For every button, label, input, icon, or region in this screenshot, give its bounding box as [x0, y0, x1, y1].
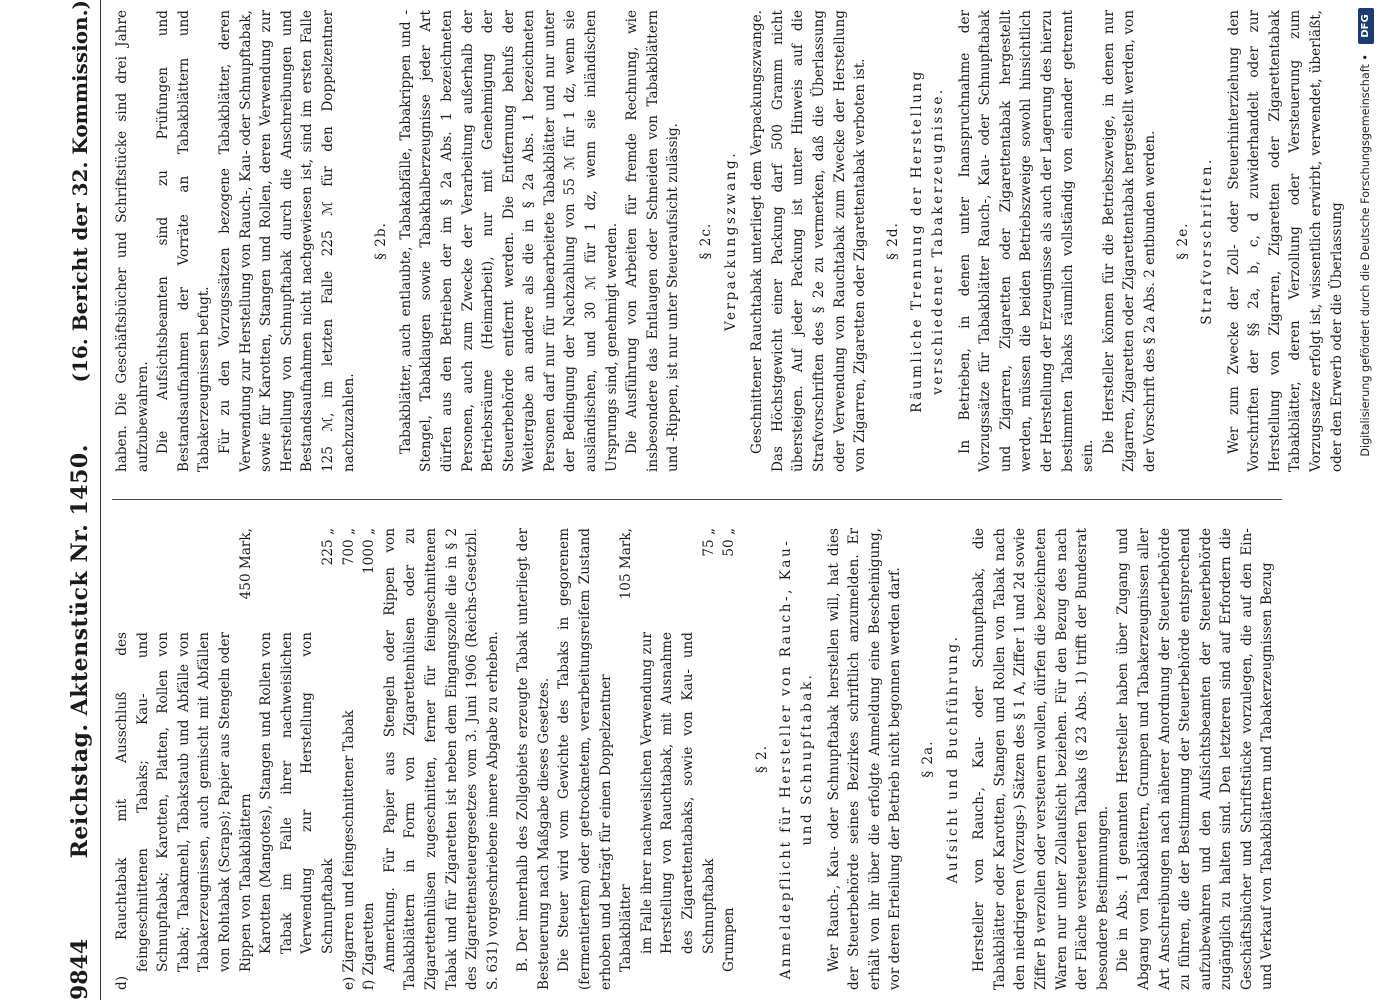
tariff-value: 450 Mark,	[237, 528, 254, 600]
section-paragraph: Die Hersteller können für die Betriebszweige, in denen nur Zigarren, Zigaretten oder Zigarettentabak hergestellt werden, von der Vorschrift des § 2a Abs. 2 entbunden werden.	[1100, 10, 1158, 472]
dfg-logo-text: DFG	[1360, 14, 1371, 38]
tariff-text: e) Zigarren und feingeschnittener Tabak	[340, 709, 357, 990]
running-title: Reichstag. Aktenstück Nr. 1450.	[67, 444, 93, 859]
tariff-value: 50 „	[721, 528, 738, 557]
note-paragraph: Anmerkung. Für Papier aus Stengeln oder Rippen von Tabakblättern in Form von Zigarettenhülsen oder zu Zigarettenhülsen zugeschnitten, ferner für feingeschnittenen Tabak und für Zigaretten ist neben dem Eingangszolle die in § 2 des Zigarettensteuergesetzes vom 3. Juni 1906 (Reichs-Gesetzbl. S. 631) vorgeschriebene innere Abgabe zu erheben.	[381, 528, 501, 990]
section-number: § 2a.	[919, 740, 936, 778]
section-number: § 2c.	[698, 222, 715, 260]
section-heading: Verpackungszwang.	[722, 150, 739, 332]
paragraph-b: B. Der innerhalb des Zollgebiets erzeugte Tabak unterliegt der Besteuerung nach Maßgabe dieses Gesetzes.	[515, 528, 552, 990]
page-header	[60, 0, 101, 1000]
section-paragraph: Die in Abs. 1 genannten Hersteller haben über Zugang und Abgang von Tabakblättern, Grumpen und Tabakerzeugnissen aller Art Anschreibungen nach näherer Anordnung der Steuerbehörde zu führen, die der Bestimmung der Steuerbehörde entsprechend aufzubewahren und den Aufsichtsbeamten der Steuerbehörde zugänglich zu halten sind. Den letzteren sind auf Erfordern die Geschäftsbücher und Schriftstücke vorzulegen, die auf den Ein- und Verkauf von Tabakblättern und Tabakerzeugnissen Bezug	[1115, 528, 1276, 990]
section-paragraph: Tabakblätter, auch entlaubte, Tabakabfälle, Tabakrippen und -Stengel, Tabaklaugen sowie Tabakhalberzeugnisse jeder Art dürfen aus den Betrieben der im § 2a Abs. 1 bezeichneten Personen, auch zum Zwecke der Verarbeitung außerhalb der Betriebsräume (Heimarbeit), nur mit Genehmigung der Steuerbehörde entfernt werden. Die Entfernung behufs der Weitergabe an andere als die in § 2a Abs. 1 bezeichneten Personen darf nur für unbearbeitete Tabakblätter und nur unter der Bedingung der Nachzahlung von 55 ℳ für 1 dz, wenn sie ausländischen, und 30 ℳ für 1 dz, wenn sie inländischen Ursprungs sind, genehmigt werden.	[397, 10, 620, 472]
section-heading: Räumliche Trennung der Herstellung verschiedener Tabakerzeugnisse.	[909, 69, 946, 413]
section-heading: Strafvorschriften.	[1199, 157, 1216, 325]
tariff-text: Tabakblätter	[618, 884, 635, 972]
tariff-value: 1000 „	[361, 528, 378, 574]
section-heading: Aufsicht und Buchführung.	[944, 634, 961, 884]
tariff-row-e	[339, 528, 360, 990]
column-divider	[112, 499, 1282, 500]
page-number: 9844	[67, 938, 93, 1000]
digitization-note-text: Digitalisierung gefördert durch die Deutsche Forschungsgemeinschaft •	[1359, 54, 1372, 457]
section-paragraph: Hersteller von Rauch-, Kau- oder Schnupftabak, die Tabakblätter oder Karotten, Stangen und Rollen von Tabak nach den niedrigeren (Vorzugs-) Sätzen des § 1 A, Ziffer 1 und 2d sowie Ziffer B verzollen oder versteuern wollen, dürfen die bezeichneten Waren nur unter Zollaufsicht beziehen. Für den Bezug des nach der Fläche versteuerten Tabaks (§ 23 Abs. 1) trifft der Bundesrat besondere Bestimmungen.	[971, 528, 1111, 990]
section-number: § 2b.	[373, 222, 390, 260]
tariff-value: 700 „	[340, 528, 357, 566]
tariff-text: Karotten (Mangotes), Stangen und Rollen von Tabak im Falle ihrer nachweislichen Verwendung zur Herstellung von Schnupftabak	[258, 632, 336, 954]
section-paragraph: In Betrieben, in denen unter Inanspruchnahme der Vorzugssätze für Tabakblätter Rauch-, Kau- oder Schnupftabak und Zigarren, Zigaretten oder Zigarettentabak hergestellt werden, müssen die beiden Betriebszweige sowohl hinsichtlich der Herstellung der Erzeugnisse als auch der Lagerung des hierzu bestimmten Tabaks räumlich vollständig von einander getrennt sein.	[956, 10, 1097, 472]
section-paragraph: Wer Rauch-, Kau- oder Schnupftabak herstellen will, hat dies der Steuerbehörde seines Bezirkes schriftlich anzumelden. Er erhält von ihr über die erfolgte Anmeldung eine Bescheinigung, vor deren Erteilung der Betrieb nicht begonnen werden darf.	[825, 528, 904, 990]
rotated-page	[60, 0, 1345, 1000]
tariff-row-leaves-sub	[637, 528, 719, 990]
section-heading: Anmeldepflicht für Hersteller von Rauch-, Kau- und Schnupftabak.	[778, 538, 815, 980]
right-column	[112, 10, 1345, 472]
tariff-row-leaves	[616, 528, 637, 990]
tariff-row-d-sub	[256, 528, 338, 990]
tariff-row-d	[112, 528, 256, 990]
tariff-row-grumpen	[719, 528, 740, 990]
tariff-text: Grumpen	[721, 907, 738, 972]
section-paragraph: Geschnittener Rauchtabak unterliegt dem Verpackungszwange. Das Höchstgewicht einer Packung darf 500 Gramm nicht übersteigen. Auf jeder Packung ist unter Hinweis auf die Strafvorschriften des § 2e zu vermerken, daß die Überlassung oder Verwendung von Rauchtabak zum Zwecke der Herstellung von Zigarren, Zigaretten oder Zigarettentabak verboten ist.	[749, 10, 869, 472]
section-number: § 2d.	[884, 222, 901, 260]
section-paragraph: Wer zum Zwecke der Zoll- oder Steuerhinterziehung den Vorschriften der §§ 2a, b, c, d zuwiderhandelt oder zur Herstellung von Zigarren, Zigaretten oder Zigarettentabak Tabakblätter, deren Verzollung oder Versteuerung zum Vorzugssatze erfolgt ist, wissentlich erwirbt, verwendet, überläßt, oder den Erwerb oder die Überlassung	[1225, 10, 1345, 472]
tariff-row-f	[359, 528, 380, 990]
tariff-text: f) Zigaretten	[361, 902, 378, 990]
tax-paragraph: Die Steuer wird vom Gewichte des Tabaks in gegorenem (fermentiertem) oder getrocknetem, verarbeitungsreifem Zustand erhoben und beträgt für einen Doppelzentner	[556, 528, 614, 990]
digitization-note	[1357, 10, 1375, 640]
section-paragraph: Die Ausführung von Arbeiten für fremde Rechnung, wie insbesondere das Entlaugen oder Schneiden von Tabakblättern und -Rippen, ist nur unter Steueraufsicht zulässig.	[624, 10, 682, 472]
section-number: § 2.	[753, 744, 770, 774]
left-column	[112, 528, 1292, 990]
tariff-value: 225 „	[319, 528, 336, 566]
continued-paragraph: haben. Die Geschäftsbücher und Schriftstücke sind drei Jahre aufzubewahren.	[114, 10, 151, 472]
tariff-text: d) Rauchtabak mit Ausschluß des feingeschnittenen Tabaks; Kau- und Schnupftabak; Karotten, Platten, Rollen von Tabak; Tabakmehl, Tabakstaub und Abfälle von Tabakerzeugnissen, auch gemischt mit Abfällen von Rohtabak (Scraps); Papier aus Stengeln oder Rippen von Tabakblättern	[114, 632, 254, 990]
running-title-right: (16. Bericht der 32. Kommission.)	[68, 0, 92, 383]
tariff-value: 105 Mark,	[618, 528, 635, 600]
tariff-value: 75 „	[700, 528, 717, 557]
section-number: § 2e.	[1174, 222, 1191, 260]
paragraph: Für zu den Vorzugssätzen bezogene Tabakblätter, deren Verwendung zur Herstellung von Rauch-, Kau- oder Schnupftabak, sowie für Karotten, Stangen und Rollen, deren Verwendung zur Herstellung von Schnupftabak durch die Anschreibungen und Bestandsaufnahmen nicht nachgewiesen ist, sind im ersten Falle 125 ℳ, im letzten Falle 225 ℳ für den Doppelzentner nachzuzahlen.	[216, 10, 357, 472]
paragraph: Die Aufsichtsbeamten sind zu Prüfungen und Bestandsaufnahmen der Vorräte an Tabakblättern und Tabakerzeugnissen befugt.	[155, 10, 213, 472]
tariff-text: im Falle ihrer nachweislichen Verwendung zur Herstellung von Rauchtabak, mit Ausnahme des Zigarettentabaks, sowie von Kau- und Schnupftabak	[638, 632, 717, 954]
